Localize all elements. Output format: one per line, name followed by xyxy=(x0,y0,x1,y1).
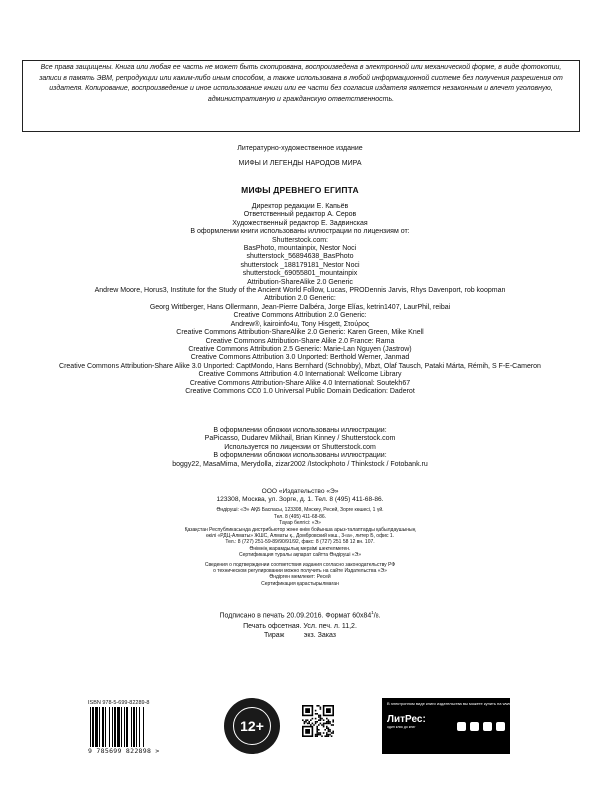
cover-credit-line: В оформлении обложки использованы иллюстрации: xyxy=(213,452,387,460)
credit-line: Художественный редактор Е. Задвинская xyxy=(232,219,368,227)
windows-icon xyxy=(496,722,505,731)
store-icons xyxy=(457,722,505,731)
qr-code-icon xyxy=(300,700,334,740)
print-type-line: Печать офсетная. Усл. печ. л. 11,2. xyxy=(243,622,357,630)
credit-line: Creative Commons Attribution 2.5 Generic: Marie-Lan Nguyen (Jastrow) xyxy=(188,345,412,353)
print-run-line: Тираж экз. Заказ xyxy=(264,632,336,640)
cover-credit-line: Используется по лицензии от Shutterstock.com xyxy=(224,443,376,451)
format-numerator: 1 xyxy=(371,610,374,615)
publisher-small-line: Тел.: 8 (727) 251-59-89/90/91/92, факс: 8 (727) 251 58 12 вн. 107. xyxy=(225,539,375,546)
publisher-block xyxy=(0,488,600,587)
publisher-name: ООО «Издательство «Э» xyxy=(261,488,339,495)
age-rating-badge xyxy=(224,698,280,754)
credit-line: shutterstock _188179181_Nestor Noci xyxy=(240,261,360,269)
isbn-text: ISBN 978-5-699-82289-8 xyxy=(88,700,150,706)
credit-line: BasPhoto, mountainpix, Nestor Noci xyxy=(243,245,357,253)
copyright-notice xyxy=(22,60,580,132)
credit-line: Creative Commons Attribution 4.0 International: Wellcome Library xyxy=(198,371,402,379)
qr-block xyxy=(300,700,334,745)
edition-type: Литературно-художественное издание xyxy=(237,145,363,152)
format-denominator: 8 xyxy=(375,613,379,620)
credit-line: shutterstock_69055801_mountainpix xyxy=(242,270,358,278)
litres-top-text: В электронном виде книги издательства вы можете купить на www.litres.ru xyxy=(387,701,526,706)
credit-line: Creative Commons Attribution-Share Alike 4.0 International: Soutekh67 xyxy=(189,379,411,387)
credit-line: Georg Wittberger, Hans Ollermann, Jean-Pierre Dalbéra, Jorge Elías, ketrin1407, LaurPhil, reibai xyxy=(149,303,451,311)
credit-line: Creative Commons Attribution-ShareAlike 2.0 Generic: Karen Green, Mike Knell xyxy=(176,329,424,337)
cover-credit-line: PaPicasso, Dudarev Mikhail, Brian Kinney / Shutterstock.com xyxy=(204,435,396,443)
certification-line: Өндірген мемлекет: Ресей xyxy=(269,574,331,581)
credit-line: Creative Commons Attribution 2.0 Generic: xyxy=(233,312,367,320)
credit-line: Директор редакции Е. Капьёв xyxy=(251,203,349,210)
apple-icon xyxy=(457,722,466,731)
credit-line: В оформлении книги использованы иллюстрации по лицензиям от: xyxy=(190,228,410,236)
android-icon xyxy=(470,722,479,731)
cover-credits-block xyxy=(0,427,600,469)
certification-line: о техническом регулировании можно получить на сайте Издательства «Э» xyxy=(213,568,387,575)
format-end: . xyxy=(378,612,381,620)
age-rating-text: 12+ xyxy=(233,707,271,745)
litres-banner xyxy=(382,698,526,754)
publisher-small-line: Өндіруші: «Э» АҚБ Баспасы, 123308, Мәскеу, Ресей, Зорге көшесі, 1 үй. xyxy=(216,507,384,514)
cover-credit-line: boggy22, MasaMima, Merydolla, zizar2002 /Istockphoto / Thinkstock / Fotobank.ru xyxy=(172,460,428,468)
print-info-block xyxy=(0,608,600,641)
litres-tagline: один клик до книг xyxy=(387,725,416,729)
publisher-small-line: Тел. 8 (495) 411-68-86. xyxy=(273,513,327,520)
publisher-small-line: Тауар белгісі: «Э» xyxy=(279,520,321,527)
credit-line: Shutterstock.com: xyxy=(271,236,329,244)
certification-line: Сведения о подтверждении соответствия издания согласно законодательству РФ xyxy=(204,561,396,568)
publisher-address: 123308, Москва, ул. Зорге, д. 1. Тел. 8 (495) 411-68-86. xyxy=(216,496,384,504)
credit-line: Attribution 2.0 Generic: xyxy=(264,295,336,303)
credit-line: Creative Commons Attribution 3.0 Unported: Berthold Werner, Janmad xyxy=(190,354,410,362)
litres-logo: ЛитРес: xyxy=(387,714,426,725)
series-title: МИФЫ И ЛЕГЕНДЫ НАРОДОВ МИРА xyxy=(238,160,362,167)
credit-line: shutterstock_56894638_BasPhoto xyxy=(246,253,354,261)
credit-line: Attribution-ShareAlike 2.0 Generic xyxy=(247,278,353,286)
credit-line: Creative Commons Attribution-Share Alike 3.0 Unported: CaptMondo, Hans Bernhard (Schnobby), Mbzt, Olaf Tausch, Pataki Márta, Rémih, S F-E-Cameron xyxy=(59,362,541,370)
credits-block xyxy=(0,203,600,396)
credit-line: Andrew Moore, Horus3, Institute for the Study of the Ancient World Follow, Lucas, PRODennis Jarvis, Rhys Davenport, rob koopman xyxy=(94,287,506,295)
publisher-small-line: Сертификация туралы ақпарат сайтта Өндіруші «Э» xyxy=(238,552,362,559)
credit-line: Creative Commons CC0 1.0 Universal Public Domain Dedication: Daderot xyxy=(185,387,415,395)
print-signed-text: Подписано в печать 20.09.2016. Формат 60x84 xyxy=(219,612,372,620)
barcode-icon xyxy=(88,707,174,747)
cover-credit-line: В оформлении обложки использованы иллюстрации: xyxy=(213,427,387,434)
format-slash: / xyxy=(373,612,376,620)
publisher-small-line: Өнімнің жарамдылық мерзімі шектелмеген. xyxy=(249,545,351,552)
print-signed-line xyxy=(0,608,600,622)
book-title: МИФЫ ДРЕВНЕГО ЕГИПТА xyxy=(241,185,359,195)
copyright-text: Все права защищены. Книга или любая ее часть не может быть скопирована, воспроизведена в электронной или механической форме, в виде фотокопии, записи в память ЭВМ, репродукции или каким-либо иным способом, а также использована в любой информационной системе без получения разрешения от издателя. Копирование, воспроизведение и иное использование книги или ее части без согласия издателя является незаконным и влечет уголовную, административную и гражданскую ответственность. xyxy=(39,64,563,103)
barcode-digits: 9 785699 822898 > xyxy=(88,747,160,755)
credit-line: Andrew®, kairoinfo4u, Tony Hisgett, Στούρος xyxy=(230,320,370,328)
barcode-block xyxy=(88,700,174,755)
certification-line: Сертификация қарастырылмаған xyxy=(261,580,339,587)
windows-phone-icon xyxy=(483,722,492,731)
credit-line: Ответственный редактор А. Серов xyxy=(243,211,357,219)
credit-line: Creative Commons Attribution-Share Alike 2.0 France: Rama xyxy=(205,337,395,345)
publisher-small-line: өкілі «РДЦ-Алматы» ЖШС, Алматы қ., Домбровский көш., 3«а», литер Б, офис 1. xyxy=(205,533,395,540)
publisher-small-line: Қазақстан Республикасында дистрибьютор және өнім бойынша арыз-талаптарды қабылдаушының xyxy=(184,526,416,533)
